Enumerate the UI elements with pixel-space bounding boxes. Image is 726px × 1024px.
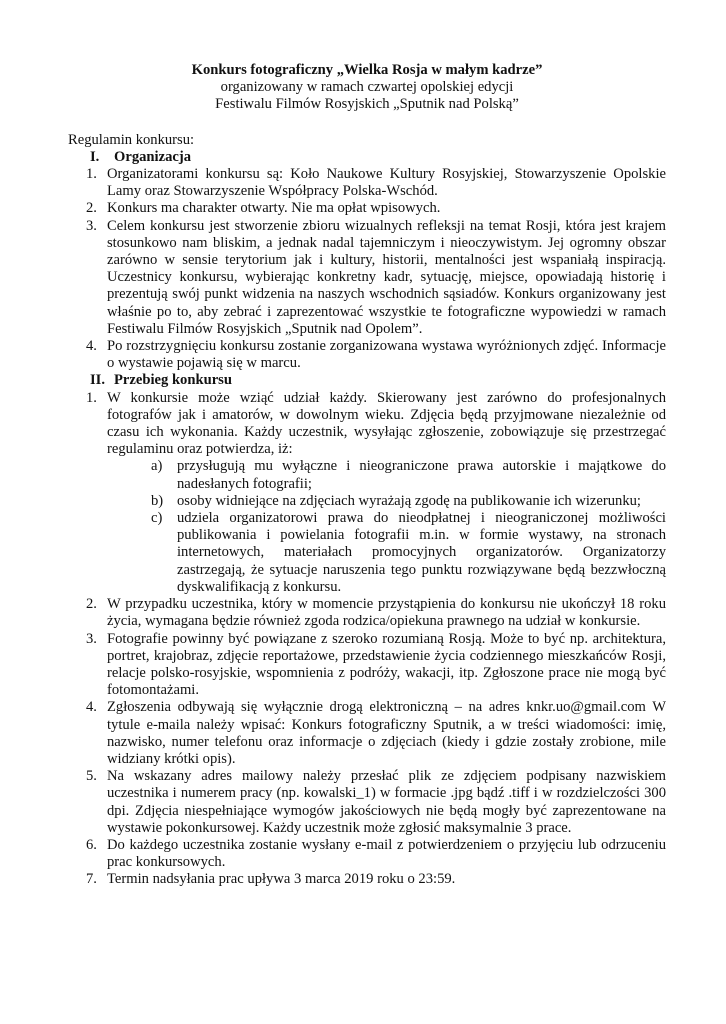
sub-list-item bbox=[151, 493, 666, 510]
document-header bbox=[68, 62, 666, 114]
list-item bbox=[68, 218, 666, 338]
list-item bbox=[68, 699, 666, 768]
section-number: II. bbox=[90, 372, 106, 389]
section-items bbox=[68, 390, 666, 889]
sub-item-text: udziela organizatorowi prawa do nieodpłatnej i nieograniczonej możliwości publikowania i powielania fotografii m.in. w formie wystawy, na stronach internetowych, materiałach promocyjnych organizatorów. Organizatorzy zastrzegają, że sytuacje naruszenia tego punktu rozwiązywane będą bezzwłoczną dyskwalifikacją z konkursu. bbox=[177, 510, 666, 595]
item-number: 2. bbox=[86, 596, 97, 613]
sub-item-letter: b) bbox=[151, 492, 164, 509]
document-subtitle-line-2: Festiwalu Filmów Rosyjskich „Sputnik nad Polską” bbox=[215, 96, 519, 113]
section-heading bbox=[68, 149, 666, 166]
item-text: Po rozstrzygnięciu konkursu zostanie zorganizowana wystawa wyróżnionych zdjęć. Informacje o wystawie pojawią się w marcu. bbox=[107, 338, 666, 372]
list-item bbox=[68, 768, 666, 837]
section-number: I. bbox=[90, 148, 100, 165]
item-number: 1. bbox=[86, 389, 97, 406]
item-text: Do każdego uczestnika zostanie wysłany e-mail z potwierdzeniem o przyjęciu lub odrzuceniu prac konkursowych. bbox=[107, 836, 666, 871]
item-text: W przypadku uczestnika, który w momencie przystąpienia do konkursu nie ukończył 18 roku życia, wymagana będzie również zgoda rodzica/opiekuna prawnego na udział w konkursie. bbox=[107, 596, 666, 630]
document-subtitle-line-1: organizowany w ramach czwartej opolskiej edycji bbox=[220, 79, 514, 96]
sub-list-item bbox=[151, 458, 666, 492]
sub-item-text: osoby widniejące na zdjęciach wyrażają zgodę na publikowanie ich wizerunku; bbox=[177, 492, 641, 509]
item-text: W konkursie może wziąć udział każdy. Skierowany jest zarówno do profesjonalnych fotografów jak i amatorów, w dowolnym wieku. Zdjęcia będą przyjmowane niezależnie od czasu ich wykonania. Każdy uczestnik, wysyłając zgłoszenie, zobowiązuje się przestrzegać regulaminu oraz potwierdza, iż: bbox=[107, 389, 666, 458]
section-przebieg-konkursu bbox=[68, 372, 666, 888]
item-text: Celem konkursu jest stworzenie zbioru wizualnych refleksji na temat Rosji, która jest krajem stosunkowo nam bliskim, a jednak nadal tajemniczym i nieoczywistym. Jej ogromny obszar zarówno w sensie terytorium jak i kultury, historii, mentalności jest wspaniałą inspiracją. Uczestnicy konkursu, wybierając konkretny kadr, sytuację, miejsce, opowiadają historię i prezentują swój punkt widzenia na naszych wschodnich sąsiadów. Konkurs organizowany jest właśnie po to, aby zebrać i zaprezentować wszystkie te fotograficzne wypowiedzi w ramach Festiwalu Filmów Rosyjskich „Sputnik nad Opolem”. bbox=[107, 217, 666, 337]
item-number: 4. bbox=[86, 338, 97, 355]
sub-item-letter: c) bbox=[151, 510, 163, 527]
sub-item-text: przysługują mu wyłączne i nieograniczone prawa autorskie i majątkowe do nadesłanych fotografii; bbox=[177, 458, 666, 492]
list-item bbox=[68, 631, 666, 700]
item-number: 3. bbox=[86, 217, 97, 234]
regulations-intro: Regulamin konkursu: bbox=[68, 131, 195, 148]
item-number: 5. bbox=[86, 768, 97, 785]
list-item bbox=[68, 200, 666, 217]
list-item bbox=[68, 837, 666, 871]
item-text: Konkurs ma charakter otwarty. Nie ma opłat wpisowych. bbox=[107, 200, 441, 217]
section-title: Organizacja bbox=[114, 148, 192, 165]
item-number: 1. bbox=[86, 166, 97, 183]
item-number: 7. bbox=[86, 871, 97, 888]
list-item bbox=[68, 390, 666, 596]
section-organizacja bbox=[68, 149, 666, 373]
item-text: Fotografie powinny być powiązane z szeroko rozumianą Rosją. Może to być np. architektura, portret, krajobraz, zdjęcie reportażowe, przedstawienie życia codziennego mieszkańców Rosji, relacje polsko-rosyjskie, wspomnienia z podróży, wakacji, itp. Zgłoszone prace nie mogą być fotomontażami. bbox=[107, 630, 666, 699]
item-text: Organizatorami konkursu są: Koło Naukowe Kultury Rosyjskiej, Stowarzyszenie Opolskie Lamy oraz Stowarzyszenie Współpracy Polska-Wschód. bbox=[107, 166, 666, 200]
item-number: 6. bbox=[86, 836, 97, 853]
item-text: Zgłoszenia odbywają się wyłącznie drogą elektroniczną – na adres knkr.uo@gmail.com W tytule e-maila należy wpisać: Konkurs fotograficzny Sputnik, a w treści wiadomości: imię, nazwisko, numer telefonu oraz informacje o zdjęciach (kiedy i gdzie zostały zrobione, mile widziany krótki opis). bbox=[107, 699, 666, 767]
item-number: 2. bbox=[86, 200, 97, 217]
sub-item-letter: a) bbox=[151, 458, 163, 475]
section-items bbox=[68, 166, 666, 372]
document-title: Konkurs fotograficzny „Wielka Rosja w małym kadrze” bbox=[191, 62, 543, 78]
section-heading bbox=[68, 372, 666, 389]
item-text: Termin nadsyłania prac upływa 3 marca 2019 roku o 23:59. bbox=[107, 871, 456, 888]
item-number: 4. bbox=[86, 699, 97, 716]
item-text: Na wskazany adres mailowy należy przesłać plik ze zdjęciem podpisany nazwiskiem uczestnika i numerem pracy (np. kowalski_1) w formacie .jpg bądź .tiff i w rozdzielczości 300 dpi. Zdjęcia niespełniające wymogów jakościowych nie będą mogły być zaprezentowane na wystawie pokonkursowej. Każdy uczestnik może zgłosić maksymalnie 3 prace. bbox=[107, 768, 666, 836]
sub-list-item bbox=[151, 510, 666, 596]
list-item bbox=[68, 596, 666, 630]
list-item bbox=[68, 166, 666, 200]
list-item bbox=[68, 338, 666, 372]
sub-list bbox=[107, 458, 666, 596]
list-item bbox=[68, 871, 666, 888]
item-number: 3. bbox=[86, 630, 97, 647]
section-title: Przebieg konkursu bbox=[114, 372, 232, 389]
